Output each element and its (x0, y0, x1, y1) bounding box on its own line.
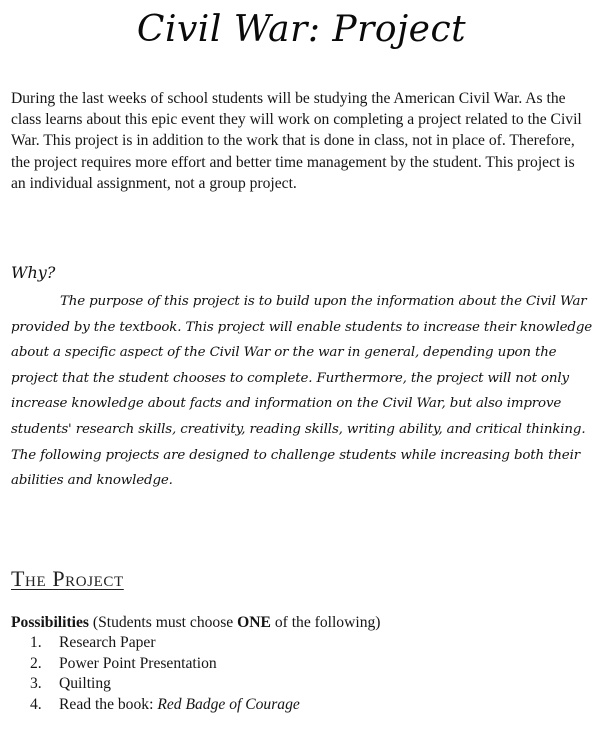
intro-paragraph: During the last weeks of school students will be studying the American Civil War. As the class learns about this epic event they will work on completing a project related to the Civil War. This project is in addition to the work that is done in class, not in place of. Therefore, the project requires more effort and better time management by the student. This project is an individual assignment, not a group project. (11, 90, 582, 192)
book-title: Red Badge of Courage (157, 695, 300, 713)
list-item-number: 4. (30, 695, 42, 713)
list-item-number: 3. (30, 675, 42, 693)
list-item-text: Research Paper (59, 634, 156, 651)
project-section-heading: The Project (11, 566, 124, 591)
possibilities-emphasis: ONE (237, 614, 271, 631)
list-item (30, 633, 300, 654)
list-item (30, 654, 300, 675)
why-paragraph: The purpose of this project is to build upon the information about the Civil War provided by the textbook. This project will enable students to increase their knowledge about a specific aspect of the Civil War or the war in general, depending upon the project that the student chooses to complete. Furthermore, the project will not only increase knowledge about facts and information on the Civil War, but also improve students' research skills, creativity, reading skills, writing ability, and critical thinking. The following projects are designed to challenge students while increasing both their abilities and knowledge. (11, 294, 593, 489)
list-item (30, 695, 300, 716)
list-item-text (59, 695, 300, 716)
list-item-number: 2. (30, 654, 42, 672)
possibilities-suffix: of the following) (270, 614, 381, 631)
list-item-text: Power Point Presentation (59, 654, 217, 672)
document-title: Civil War: Project (136, 9, 467, 50)
list-item-text-plain: Read the book: (59, 695, 158, 713)
possibilities-line (11, 613, 381, 633)
list-item-number: 1. (30, 634, 42, 651)
project-options-list (30, 633, 300, 715)
list-item-text: Quilting (59, 675, 111, 693)
list-item (30, 674, 300, 695)
why-heading: Why? (11, 263, 56, 282)
possibilities-prefix: (Students must choose (88, 614, 238, 631)
possibilities-label: Possibilities (11, 614, 89, 631)
